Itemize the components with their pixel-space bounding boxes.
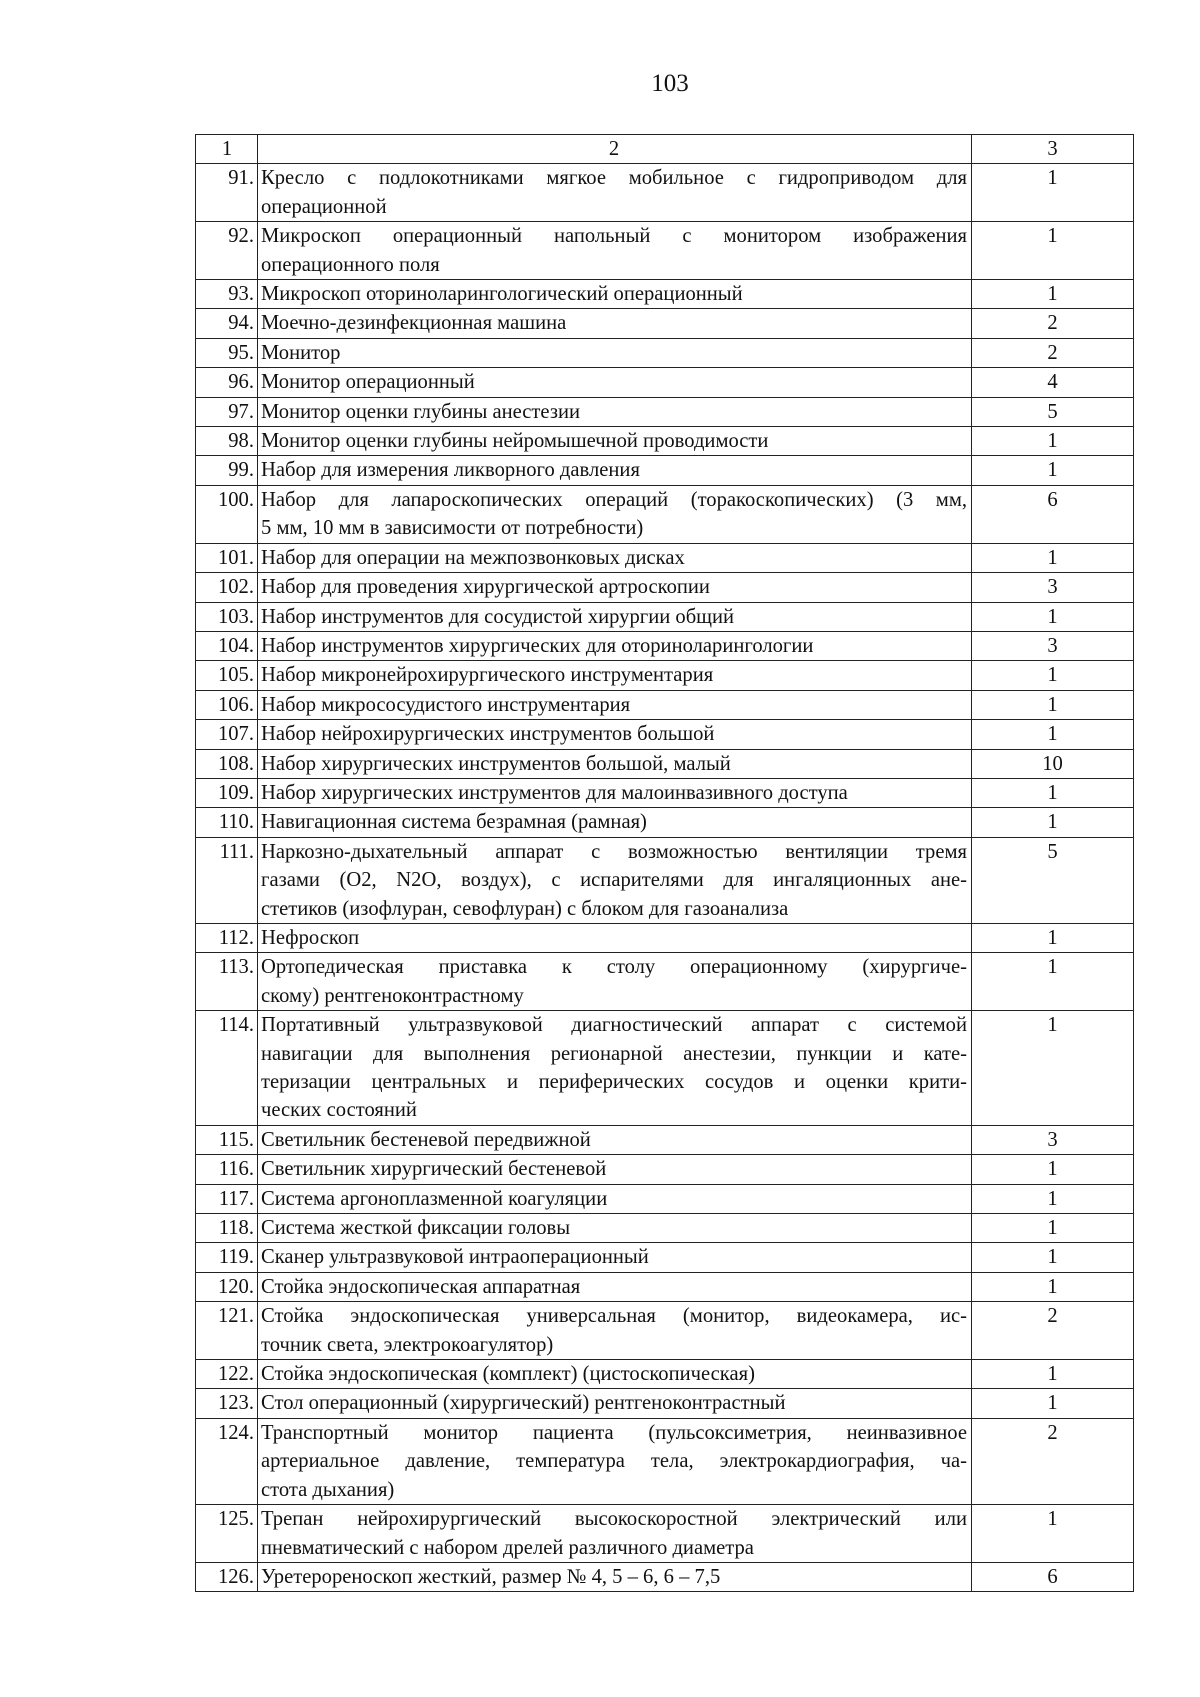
row-number: 120. — [196, 1272, 258, 1301]
quantity: 1 — [972, 1243, 1134, 1272]
equipment-name-line: Уретерореноскоп жесткий, размер № 4, 5 – 6, 6 – 7,5 — [261, 1565, 721, 1588]
row-number: 123. — [196, 1389, 258, 1418]
equipment-name — [258, 1562, 972, 1591]
table-row — [196, 808, 1134, 837]
equipment-name-line: стота дыхания) — [261, 1478, 395, 1501]
quantity: 5 — [972, 397, 1134, 426]
equipment-name-line: Набор хирургических инструментов большой, малый — [261, 752, 731, 775]
equipment-name-line: Набор для операции на межпозвонковых дисках — [261, 546, 685, 569]
equipment-name — [258, 309, 972, 338]
quantity: 1 — [972, 720, 1134, 749]
row-number: 122. — [196, 1360, 258, 1389]
row-number: 112. — [196, 923, 258, 952]
table-row — [196, 1302, 1134, 1360]
row-number: 108. — [196, 749, 258, 778]
row-number: 113. — [196, 953, 258, 1011]
row-number: 107. — [196, 720, 258, 749]
equipment-name — [258, 1243, 972, 1272]
quantity: 1 — [972, 1011, 1134, 1126]
equipment-name-line: Система аргоноплазменной коагуляции — [261, 1187, 608, 1210]
column-header-quantity: 3 — [972, 135, 1134, 164]
equipment-name — [258, 749, 972, 778]
row-number: 105. — [196, 661, 258, 690]
equipment-name-line: Моечно-дезинфекционная машина — [261, 312, 567, 335]
column-header-name: 2 — [258, 135, 972, 164]
row-number: 114. — [196, 1011, 258, 1126]
row-number: 94. — [196, 309, 258, 338]
table-row — [196, 923, 1134, 952]
equipment-name-line: 5 мм, 10 мм в зависимости от потребности) — [261, 517, 644, 540]
equipment-name — [258, 1184, 972, 1213]
row-number: 96. — [196, 368, 258, 397]
row-number: 118. — [196, 1214, 258, 1243]
equipment-name-line: Светильник хирургический бестеневой — [261, 1158, 607, 1181]
quantity: 1 — [972, 1505, 1134, 1563]
row-number: 93. — [196, 280, 258, 309]
equipment-name — [258, 1389, 972, 1418]
quantity: 1 — [972, 543, 1134, 572]
equipment-name-line: пневматический с набором дрелей различного диаметра — [261, 1536, 754, 1559]
row-number: 117. — [196, 1184, 258, 1213]
equipment-name-line: Набор хирургических инструментов для малоинвазивного доступа — [261, 781, 848, 804]
quantity: 2 — [972, 1418, 1134, 1504]
equipment-name — [258, 1125, 972, 1154]
table-row — [196, 1272, 1134, 1301]
quantity: 1 — [972, 1214, 1134, 1243]
equipment-name — [258, 1302, 972, 1360]
quantity: 1 — [972, 953, 1134, 1011]
equipment-name — [258, 1272, 972, 1301]
row-number: 104. — [196, 631, 258, 660]
quantity: 1 — [972, 280, 1134, 309]
table-row — [196, 720, 1134, 749]
equipment-name-line: Микроскоп операционный напольный с монитором изображения — [261, 225, 967, 248]
equipment-name-line: ческих состояний — [261, 1099, 417, 1122]
table-row — [196, 1184, 1134, 1213]
row-number: 101. — [196, 543, 258, 572]
equipment-name — [258, 923, 972, 952]
equipment-name — [258, 631, 972, 660]
equipment-name-line: Монитор оценки глубины анестезии — [261, 400, 580, 423]
table-row — [196, 1360, 1134, 1389]
row-number: 125. — [196, 1505, 258, 1563]
equipment-name — [258, 338, 972, 367]
equipment-name-line: Транспортный монитор пациента (пульсоксиметрия, неинвазивное — [261, 1421, 967, 1444]
equipment-name — [258, 368, 972, 397]
quantity: 1 — [972, 427, 1134, 456]
row-number: 119. — [196, 1243, 258, 1272]
row-number: 97. — [196, 397, 258, 426]
table-row — [196, 602, 1134, 631]
equipment-table — [195, 134, 1134, 1592]
equipment-name — [258, 720, 972, 749]
row-number: 111. — [196, 837, 258, 923]
quantity: 1 — [972, 1360, 1134, 1389]
row-number: 124. — [196, 1418, 258, 1504]
equipment-name-line: Кресло с подлокотниками мягкое мобильное с гидроприводом для — [261, 167, 967, 190]
quantity: 3 — [972, 573, 1134, 602]
equipment-name — [258, 543, 972, 572]
equipment-name-line: Набор микрососудистого инструментария — [261, 693, 631, 716]
quantity: 1 — [972, 1272, 1134, 1301]
table-row — [196, 837, 1134, 923]
row-number: 106. — [196, 690, 258, 719]
table-row — [196, 573, 1134, 602]
equipment-name-line: Трепан нейрохирургический высокоскоростной электрический или — [261, 1508, 967, 1531]
equipment-name-line: Наркозно-дыхательный аппарат с возможностью вентиляции тремя — [261, 840, 967, 863]
table-row — [196, 778, 1134, 807]
table-row — [196, 164, 1134, 222]
quantity: 2 — [972, 309, 1134, 338]
quantity: 10 — [972, 749, 1134, 778]
table-row — [196, 690, 1134, 719]
table-row — [196, 427, 1134, 456]
table-row — [196, 1155, 1134, 1184]
row-number: 91. — [196, 164, 258, 222]
equipment-name — [258, 808, 972, 837]
table-row — [196, 1389, 1134, 1418]
equipment-name-line: Нефроскоп — [261, 926, 360, 949]
equipment-name-line: Микроскоп оториноларингологический операционный — [261, 283, 743, 306]
row-number: 126. — [196, 1562, 258, 1591]
table-row — [196, 1214, 1134, 1243]
table-row — [196, 749, 1134, 778]
quantity: 1 — [972, 690, 1134, 719]
row-number: 92. — [196, 222, 258, 280]
equipment-name — [258, 164, 972, 222]
quantity: 1 — [972, 602, 1134, 631]
equipment-name — [258, 1418, 972, 1504]
table-row — [196, 222, 1134, 280]
equipment-name — [258, 485, 972, 543]
table-row — [196, 485, 1134, 543]
row-number: 103. — [196, 602, 258, 631]
table-row — [196, 1243, 1134, 1272]
row-number: 95. — [196, 338, 258, 367]
equipment-name — [258, 1155, 972, 1184]
page-number: 103 — [651, 70, 689, 97]
table-row — [196, 953, 1134, 1011]
equipment-name-line: операционной — [261, 195, 387, 218]
equipment-name-line: Набор инструментов хирургических для оториноларингологии — [261, 634, 814, 657]
equipment-name-line: Набор для лапароскопических операций (торакоскопических) (3 мм, — [261, 488, 967, 511]
row-number: 116. — [196, 1155, 258, 1184]
table-row — [196, 1505, 1134, 1563]
row-number: 98. — [196, 427, 258, 456]
row-number: 102. — [196, 573, 258, 602]
quantity: 1 — [972, 661, 1134, 690]
equipment-name-line: точник света, электрокоагулятор) — [261, 1333, 554, 1356]
equipment-table-body — [196, 135, 1134, 1592]
equipment-name — [258, 427, 972, 456]
table-row — [196, 1125, 1134, 1154]
quantity: 1 — [972, 1155, 1134, 1184]
equipment-name-line: Навигационная система безрамная (рамная) — [261, 811, 647, 834]
quantity: 1 — [972, 808, 1134, 837]
quantity: 2 — [972, 338, 1134, 367]
equipment-name — [258, 456, 972, 485]
equipment-name — [258, 222, 972, 280]
equipment-name-line: Стол операционный (хирургический) рентгеноконтрастный — [261, 1392, 786, 1415]
equipment-name-line: скому) рентгеноконтрастному — [261, 984, 524, 1007]
table-row — [196, 338, 1134, 367]
equipment-name — [258, 573, 972, 602]
equipment-name-line: артериальное давление, температура тела, электрокардиография, ча- — [261, 1450, 967, 1473]
quantity: 1 — [972, 923, 1134, 952]
column-header-number: 1 — [196, 135, 258, 164]
quantity: 1 — [972, 456, 1134, 485]
equipment-name — [258, 602, 972, 631]
row-number: 109. — [196, 778, 258, 807]
equipment-name-line: операционного поля — [261, 253, 440, 276]
row-number: 110. — [196, 808, 258, 837]
quantity: 3 — [972, 1125, 1134, 1154]
equipment-name-line: Монитор — [261, 341, 341, 364]
equipment-name-line: Набор нейрохирургических инструментов большой — [261, 723, 715, 746]
quantity: 1 — [972, 778, 1134, 807]
equipment-name-line: навигации для выполнения регионарной анестезии, пункции и кате- — [261, 1042, 967, 1065]
equipment-name — [258, 778, 972, 807]
equipment-name — [258, 397, 972, 426]
row-number: 99. — [196, 456, 258, 485]
quantity: 1 — [972, 1389, 1134, 1418]
quantity: 1 — [972, 164, 1134, 222]
table-row — [196, 1011, 1134, 1126]
equipment-name — [258, 837, 972, 923]
equipment-name-line: Монитор оценки глубины нейромышечной проводимости — [261, 430, 769, 453]
row-number: 121. — [196, 1302, 258, 1360]
quantity: 6 — [972, 1562, 1134, 1591]
table-row — [196, 456, 1134, 485]
row-number: 100. — [196, 485, 258, 543]
quantity: 3 — [972, 631, 1134, 660]
table-row — [196, 368, 1134, 397]
table-row — [196, 397, 1134, 426]
equipment-name-line: Ортопедическая приставка к столу операционному (хирургиче- — [261, 956, 967, 979]
quantity: 1 — [972, 1184, 1134, 1213]
equipment-name — [258, 690, 972, 719]
equipment-name-line: Система жесткой фиксации головы — [261, 1217, 571, 1240]
equipment-name-line: газами (O2, N2O, воздух), с испарителями для ингаляционных ане- — [261, 869, 967, 892]
table-row — [196, 543, 1134, 572]
equipment-name-line: Сканер ультразвуковой интраоперационный — [261, 1246, 649, 1269]
table-row — [196, 661, 1134, 690]
equipment-name-line: Стойка эндоскопическая (комплект) (цистоскопическая) — [261, 1363, 755, 1386]
table-row — [196, 631, 1134, 660]
table-row — [196, 1418, 1134, 1504]
equipment-name-line: стетиков (изофлуран, севофлуран) с блоком для газоанализа — [261, 897, 789, 920]
equipment-name-line: Набор для проведения хирургической артроскопии — [261, 576, 710, 599]
equipment-name — [258, 953, 972, 1011]
equipment-name-line: Стойка эндоскопическая аппаратная — [261, 1275, 581, 1298]
equipment-name-line: Набор для измерения ликворного давления — [261, 459, 640, 482]
quantity: 5 — [972, 837, 1134, 923]
equipment-name — [258, 661, 972, 690]
equipment-name — [258, 1214, 972, 1243]
equipment-name — [258, 280, 972, 309]
quantity: 4 — [972, 368, 1134, 397]
equipment-name-line: Набор инструментов для сосудистой хирургии общий — [261, 605, 735, 628]
quantity: 1 — [972, 222, 1134, 280]
equipment-name-line: Стойка эндоскопическая универсальная (монитор, видеокамера, ис- — [261, 1305, 967, 1328]
equipment-name — [258, 1505, 972, 1563]
table-row — [196, 280, 1134, 309]
table-row — [196, 1562, 1134, 1591]
quantity: 6 — [972, 485, 1134, 543]
row-number: 115. — [196, 1125, 258, 1154]
equipment-name — [258, 1011, 972, 1126]
equipment-name-line: Светильник бестеневой передвижной — [261, 1128, 591, 1151]
table-row — [196, 309, 1134, 338]
quantity: 2 — [972, 1302, 1134, 1360]
equipment-name-line: Портативный ультразвуковой диагностический аппарат с системой — [261, 1014, 967, 1037]
equipment-name-line: теризации центральных и периферических сосудов и оценки крити- — [261, 1071, 967, 1093]
equipment-name — [258, 1360, 972, 1389]
equipment-name-line: Монитор операционный — [261, 371, 475, 394]
table-header-row — [196, 135, 1134, 164]
equipment-name-line: Набор микронейрохирургического инструментария — [261, 664, 714, 687]
